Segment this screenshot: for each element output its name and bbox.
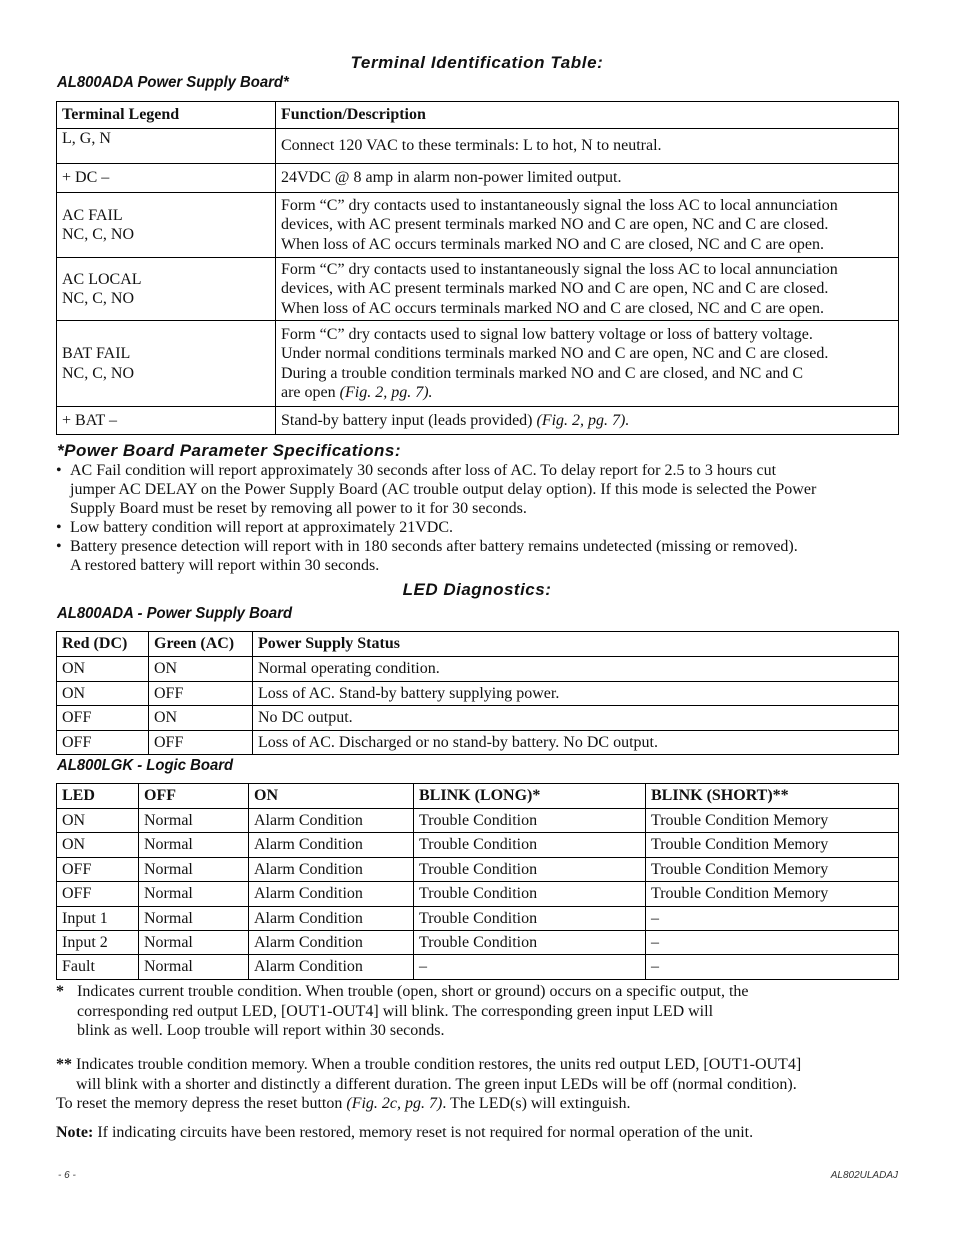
terminal-legend-line: NC, C, NO — [62, 226, 135, 243]
terminal-description-line — [281, 411, 893, 431]
on-cell: Alarm Condition — [249, 809, 414, 833]
terminal-description-line: devices, with AC present terminals marked NO and C are open, NC and C are closed. — [281, 280, 829, 298]
status-cell: Loss of AC. Discharged or no stand-by battery. No DC output. — [253, 730, 899, 755]
on-cell: Alarm Condition — [249, 882, 414, 906]
reset-text-before: To reset the memory depress the reset button — [56, 1095, 347, 1112]
terminal-legend-line: AC FAIL — [62, 206, 123, 224]
terminal-description-text: Stand-by battery input (leads provided) — [281, 411, 533, 429]
terminal-description-line: 24VDC @ 8 amp in alarm non-power limited output. — [281, 169, 622, 187]
status-cell: Loss of AC. Stand-by battery supplying power. — [253, 681, 899, 706]
bullet-dot: • — [56, 519, 62, 536]
terminal-description-line: When loss of AC occurs terminals marked NO and C are closed, NC and C are open. — [281, 299, 824, 317]
led-cell: ON — [57, 809, 139, 833]
led-cell: Input 2 — [57, 930, 139, 954]
footnote-single-star — [56, 982, 916, 1041]
footnote-double-star-mark: ** — [56, 1056, 72, 1073]
logic-row — [57, 833, 899, 857]
status-cell: No DC output. — [253, 706, 899, 731]
off-cell: Normal — [139, 857, 249, 881]
terminal-description-cell — [276, 258, 899, 321]
off-cell: Normal — [139, 906, 249, 930]
terminal-row — [57, 193, 899, 258]
blink-short-cell: – — [646, 930, 899, 954]
footnote-double-star — [56, 1055, 926, 1114]
psu-row — [57, 657, 899, 682]
terminal-description-line: During a trouble condition terminals marked NO and C are closed, and NC and C — [281, 364, 804, 382]
blink-short-cell: – — [646, 906, 899, 930]
off-cell: Normal — [139, 955, 249, 979]
on-cell: Alarm Condition — [249, 833, 414, 857]
terminal-description-line: Form “C” dry contacts used to instantaneously signal the loss AC to local annunciation — [281, 196, 838, 214]
terminal-description-line — [281, 383, 893, 403]
blink-short-cell: – — [646, 955, 899, 979]
off-cell: Normal — [139, 930, 249, 954]
header-on: ON — [249, 784, 414, 809]
terminal-row — [57, 321, 899, 407]
header-red-dc: Red (DC) — [57, 632, 149, 657]
blink-long-cell: Trouble Condition — [414, 809, 646, 833]
on-cell: Alarm Condition — [249, 906, 414, 930]
terminal-row — [57, 258, 899, 321]
terminal-description-line: When loss of AC occurs terminals marked NO and C are closed, NC and C are open. — [281, 235, 824, 253]
blink-long-cell: Trouble Condition — [414, 930, 646, 954]
terminal-legend-cell — [57, 129, 276, 164]
logic-led-table — [56, 783, 899, 980]
logic-row — [57, 857, 899, 881]
terminal-legend-cell — [57, 193, 276, 258]
logic-row — [57, 930, 899, 954]
logic-row — [57, 906, 899, 930]
terminal-description-cell — [276, 129, 899, 164]
spec-bullet-line: Low battery condition will report at approximately 21VDC. — [70, 519, 454, 536]
blink-long-cell: Trouble Condition — [414, 857, 646, 881]
footnote-line: blink as well. Loop trouble will report within 30 seconds. — [77, 1022, 445, 1039]
blink-long-cell: – — [414, 955, 646, 979]
reset-instruction — [56, 1094, 926, 1114]
footnote-line: corresponding red output LED, [OUT1-OUT4] will blink. The corresponding green input LED will — [77, 1002, 714, 1020]
header-blink-short: BLINK (SHORT)** — [646, 784, 899, 809]
header-blink-long: BLINK (LONG)* — [414, 784, 646, 809]
terminal-row — [57, 164, 899, 193]
status-cell: Normal operating condition. — [253, 657, 899, 682]
on-cell: Alarm Condition — [249, 857, 414, 881]
terminal-legend-cell — [57, 164, 276, 193]
document-id: AL802ULADAJ — [830, 1170, 898, 1181]
power-specs-list — [56, 461, 916, 575]
terminal-description-line: Connect 120 VAC to these terminals: L to hot, N to neutral. — [281, 137, 662, 155]
green-ac-cell: OFF — [149, 681, 253, 706]
header-green-ac: Green (AC) — [149, 632, 253, 657]
on-cell: Alarm Condition — [249, 955, 414, 979]
note-label: Note: — [56, 1124, 94, 1141]
header-terminal-legend: Terminal Legend — [57, 102, 276, 129]
footnote-single-star-mark: * — [56, 983, 64, 1000]
spec-bullet-line: AC Fail condition will report approximately 30 seconds after loss of AC. To delay report for 2.5 to 3 hours cut — [70, 462, 777, 479]
footnote-line: Indicates current trouble condition. When trouble (open, short or ground) occurs on a specific output, the — [77, 983, 749, 1000]
red-dc-cell: OFF — [57, 706, 149, 731]
spec-bullet-item — [56, 518, 916, 537]
header-led: LED — [57, 784, 139, 809]
terminal-legend-line: AC LOCAL — [62, 270, 142, 288]
terminal-row — [57, 407, 899, 435]
header-function-description: Function/Description — [276, 102, 899, 129]
logic-row — [57, 882, 899, 906]
psu-table-caption: AL800ADA - Power Supply Board — [57, 605, 293, 622]
terminal-legend-line: BAT FAIL — [62, 345, 131, 362]
terminal-description-cell — [276, 164, 899, 193]
led-cell: ON — [57, 833, 139, 857]
terminal-legend-cell — [57, 258, 276, 321]
psu-row — [57, 681, 899, 706]
note-paragraph — [56, 1123, 926, 1143]
terminal-legend-cell — [57, 407, 276, 435]
blink-short-cell: Trouble Condition Memory — [646, 882, 899, 906]
spec-bullet-line: Supply Board must be reset by removing all power to it for 30 seconds. — [70, 500, 527, 517]
green-ac-cell: OFF — [149, 730, 253, 755]
terminal-legend-line: + BAT – — [62, 411, 117, 429]
blink-short-cell: Trouble Condition Memory — [646, 833, 899, 857]
red-dc-cell: OFF — [57, 730, 149, 755]
terminal-legend-line: NC, C, NO — [62, 290, 135, 307]
terminal-description-cell — [276, 407, 899, 435]
terminal-description-text: are open — [281, 384, 336, 401]
terminal-description-cell — [276, 321, 899, 407]
terminal-legend-cell — [57, 321, 276, 407]
blink-long-cell: Trouble Condition — [414, 833, 646, 857]
blink-short-cell: Trouble Condition Memory — [646, 809, 899, 833]
bullet-dot: • — [56, 462, 62, 479]
footnote-line: Indicates trouble condition memory. When a trouble condition restores, the units red output LED, [OUT1-OUT4] — [76, 1056, 802, 1073]
logic-row — [57, 809, 899, 833]
logic-row — [57, 955, 899, 979]
psu-led-table — [56, 631, 899, 755]
terminal-legend-line: NC, C, NO — [62, 364, 135, 382]
header-power-supply-status: Power Supply Status — [253, 632, 899, 657]
red-dc-cell: ON — [57, 681, 149, 706]
terminal-legend-line: + DC – — [62, 169, 110, 187]
spec-bullet-item — [56, 461, 916, 518]
green-ac-cell: ON — [149, 706, 253, 731]
note-text: If indicating circuits have been restored, memory reset is not required for normal operation of the unit. — [93, 1124, 754, 1141]
psu-row — [57, 706, 899, 731]
terminal-table — [56, 101, 899, 435]
figure-reference: (Fig. 2, pg. 7). — [536, 411, 630, 429]
blink-long-cell: Trouble Condition — [414, 906, 646, 930]
terminal-description-line: Under normal conditions terminals marked NO and C are open, NC and C are closed. — [281, 345, 829, 362]
on-cell: Alarm Condition — [249, 930, 414, 954]
terminal-description-line: Form “C” dry contacts used to instantaneously signal the loss AC to local annunciation — [281, 260, 838, 278]
terminal-row — [57, 129, 899, 164]
page-title: Terminal Identification Table: — [350, 53, 604, 72]
reset-figure-ref: (Fig. 2c, pg. 7) — [346, 1095, 443, 1112]
led-cell: OFF — [57, 857, 139, 881]
red-dc-cell: ON — [57, 657, 149, 682]
terminal-legend-line: L, G, N — [62, 130, 111, 147]
power-specs-heading: *Power Board Parameter Specifications: — [57, 441, 402, 460]
led-cell: Input 1 — [57, 906, 139, 930]
off-cell: Normal — [139, 882, 249, 906]
bullet-dot: • — [56, 538, 62, 555]
terminal-description-line: Form “C” dry contacts used to signal low battery voltage or loss of battery voltage. — [281, 325, 813, 343]
blink-long-cell: Trouble Condition — [414, 882, 646, 906]
led-cell: OFF — [57, 882, 139, 906]
spec-bullet-line: jumper AC DELAY on the Power Supply Board (AC trouble output delay option). If this mode is selected the Power — [70, 481, 817, 498]
logic-table-caption: AL800LGK - Logic Board — [57, 757, 234, 774]
terminal-description-line: devices, with AC present terminals marked NO and C are open, NC and C are closed. — [281, 216, 829, 234]
led-cell: Fault — [57, 955, 139, 979]
header-off: OFF — [139, 784, 249, 809]
spec-bullet-line: Battery presence detection will report with in 180 seconds after battery remains undetected (missing or removed). — [70, 538, 798, 555]
spec-bullet-line: A restored battery will report within 30 seconds. — [70, 557, 380, 574]
off-cell: Normal — [139, 833, 249, 857]
led-diagnostics-heading: LED Diagnostics: — [402, 580, 552, 599]
reset-text-after: . The LED(s) will extinguish. — [442, 1095, 631, 1112]
off-cell: Normal — [139, 809, 249, 833]
footnote-line: will blink with a shorter and distinctly a different duration. The green input LEDs will be off (normal condition). — [76, 1075, 797, 1093]
figure-reference: (Fig. 2, pg. 7). — [339, 384, 433, 401]
terminal-description-cell — [276, 193, 899, 258]
terminal-table-caption: AL800ADA Power Supply Board* — [57, 74, 289, 91]
page-number: - 6 - — [58, 1170, 76, 1181]
blink-short-cell: Trouble Condition Memory — [646, 857, 899, 881]
psu-row — [57, 730, 899, 755]
spec-bullet-item — [56, 537, 916, 575]
green-ac-cell: ON — [149, 657, 253, 682]
